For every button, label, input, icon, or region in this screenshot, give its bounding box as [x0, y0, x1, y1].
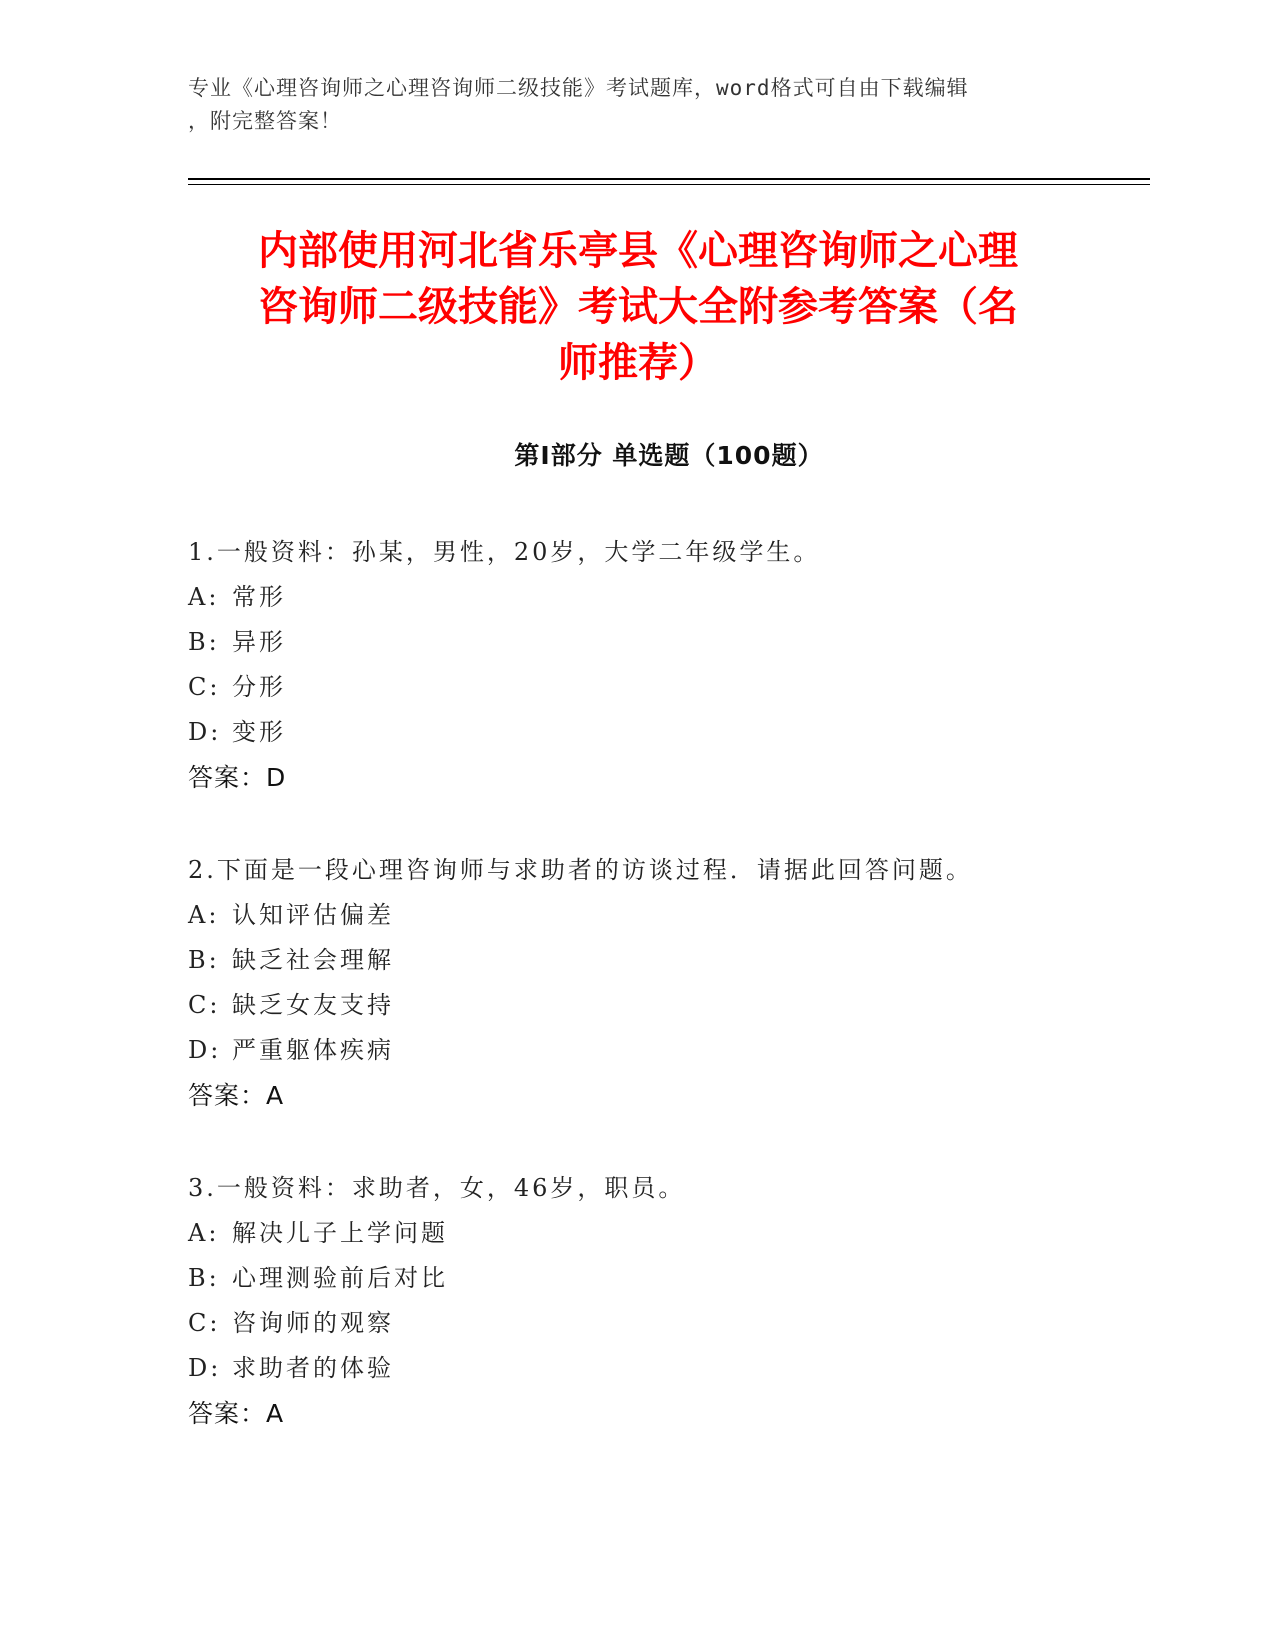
option-letter: B:	[188, 1264, 220, 1292]
option-c	[188, 665, 1148, 710]
document-title-line-2: 咨询师二级技能》考试大全附参考答案（名	[258, 284, 1018, 330]
option-c	[188, 983, 1148, 1028]
question-2	[188, 848, 1148, 1118]
option-letter: D:	[188, 1354, 222, 1382]
option-letter: B:	[188, 946, 220, 974]
header-note-line-1: 专业《心理咨询师之心理咨询师二级技能》考试题库，word格式可自由下载编辑	[188, 76, 969, 100]
option-text: 常形	[232, 583, 286, 611]
option-text: 解决儿子上学问题	[232, 1219, 448, 1247]
option-text: 缺乏社会理解	[232, 946, 394, 974]
option-letter: C:	[188, 1309, 221, 1337]
option-text: 严重躯体疾病	[232, 1036, 394, 1064]
header-note	[188, 72, 1088, 138]
question-3	[188, 1166, 1148, 1436]
question-stem: 1.一般资料：孙某，男性，20岁，大学二年级学生。	[188, 538, 821, 566]
option-a	[188, 893, 1148, 938]
option-letter: A:	[188, 1219, 220, 1247]
option-text: 心理测验前后对比	[232, 1264, 448, 1292]
option-c	[188, 1301, 1148, 1346]
option-letter: C:	[188, 673, 221, 701]
question-stem: 2.下面是一段心理咨询师与求助者的访谈过程．请据此回答问题。	[188, 856, 973, 884]
document-title	[188, 223, 1088, 391]
option-letter: A:	[188, 583, 220, 611]
header-divider-thick	[188, 178, 1150, 180]
header-divider-thin	[188, 184, 1150, 185]
answer-line: 答案：A	[188, 1081, 285, 1110]
option-letter: D:	[188, 1036, 222, 1064]
option-text: 认知评估偏差	[232, 901, 394, 929]
option-text: 缺乏女友支持	[232, 991, 394, 1019]
option-d	[188, 1346, 1148, 1391]
document-title-line-3: 师推荐）	[558, 340, 718, 386]
option-a	[188, 575, 1148, 620]
option-letter: A:	[188, 901, 220, 929]
option-text: 异形	[232, 628, 286, 656]
option-letter: B:	[188, 628, 220, 656]
option-d	[188, 710, 1148, 755]
option-letter: C:	[188, 991, 221, 1019]
header-note-line-2: ，附完整答案！	[188, 109, 342, 133]
option-text: 分形	[232, 673, 286, 701]
option-d	[188, 1028, 1148, 1073]
option-text: 求助者的体验	[232, 1354, 394, 1382]
answer-line: 答案：A	[188, 1399, 285, 1428]
answer-line: 答案：D	[188, 763, 287, 792]
option-text: 变形	[232, 718, 286, 746]
option-b	[188, 1256, 1148, 1301]
option-b	[188, 938, 1148, 983]
option-letter: D:	[188, 718, 222, 746]
option-b	[188, 620, 1148, 665]
option-text: 咨询师的观察	[232, 1309, 394, 1337]
section-heading: 第Ⅰ部分 单选题（100题）	[514, 441, 824, 470]
question-stem: 3.一般资料：求助者，女，46岁，职员。	[188, 1174, 686, 1202]
option-a	[188, 1211, 1148, 1256]
question-1	[188, 530, 1148, 800]
document-title-line-1: 内部使用河北省乐亭县《心理咨询师之心理	[258, 228, 1018, 274]
